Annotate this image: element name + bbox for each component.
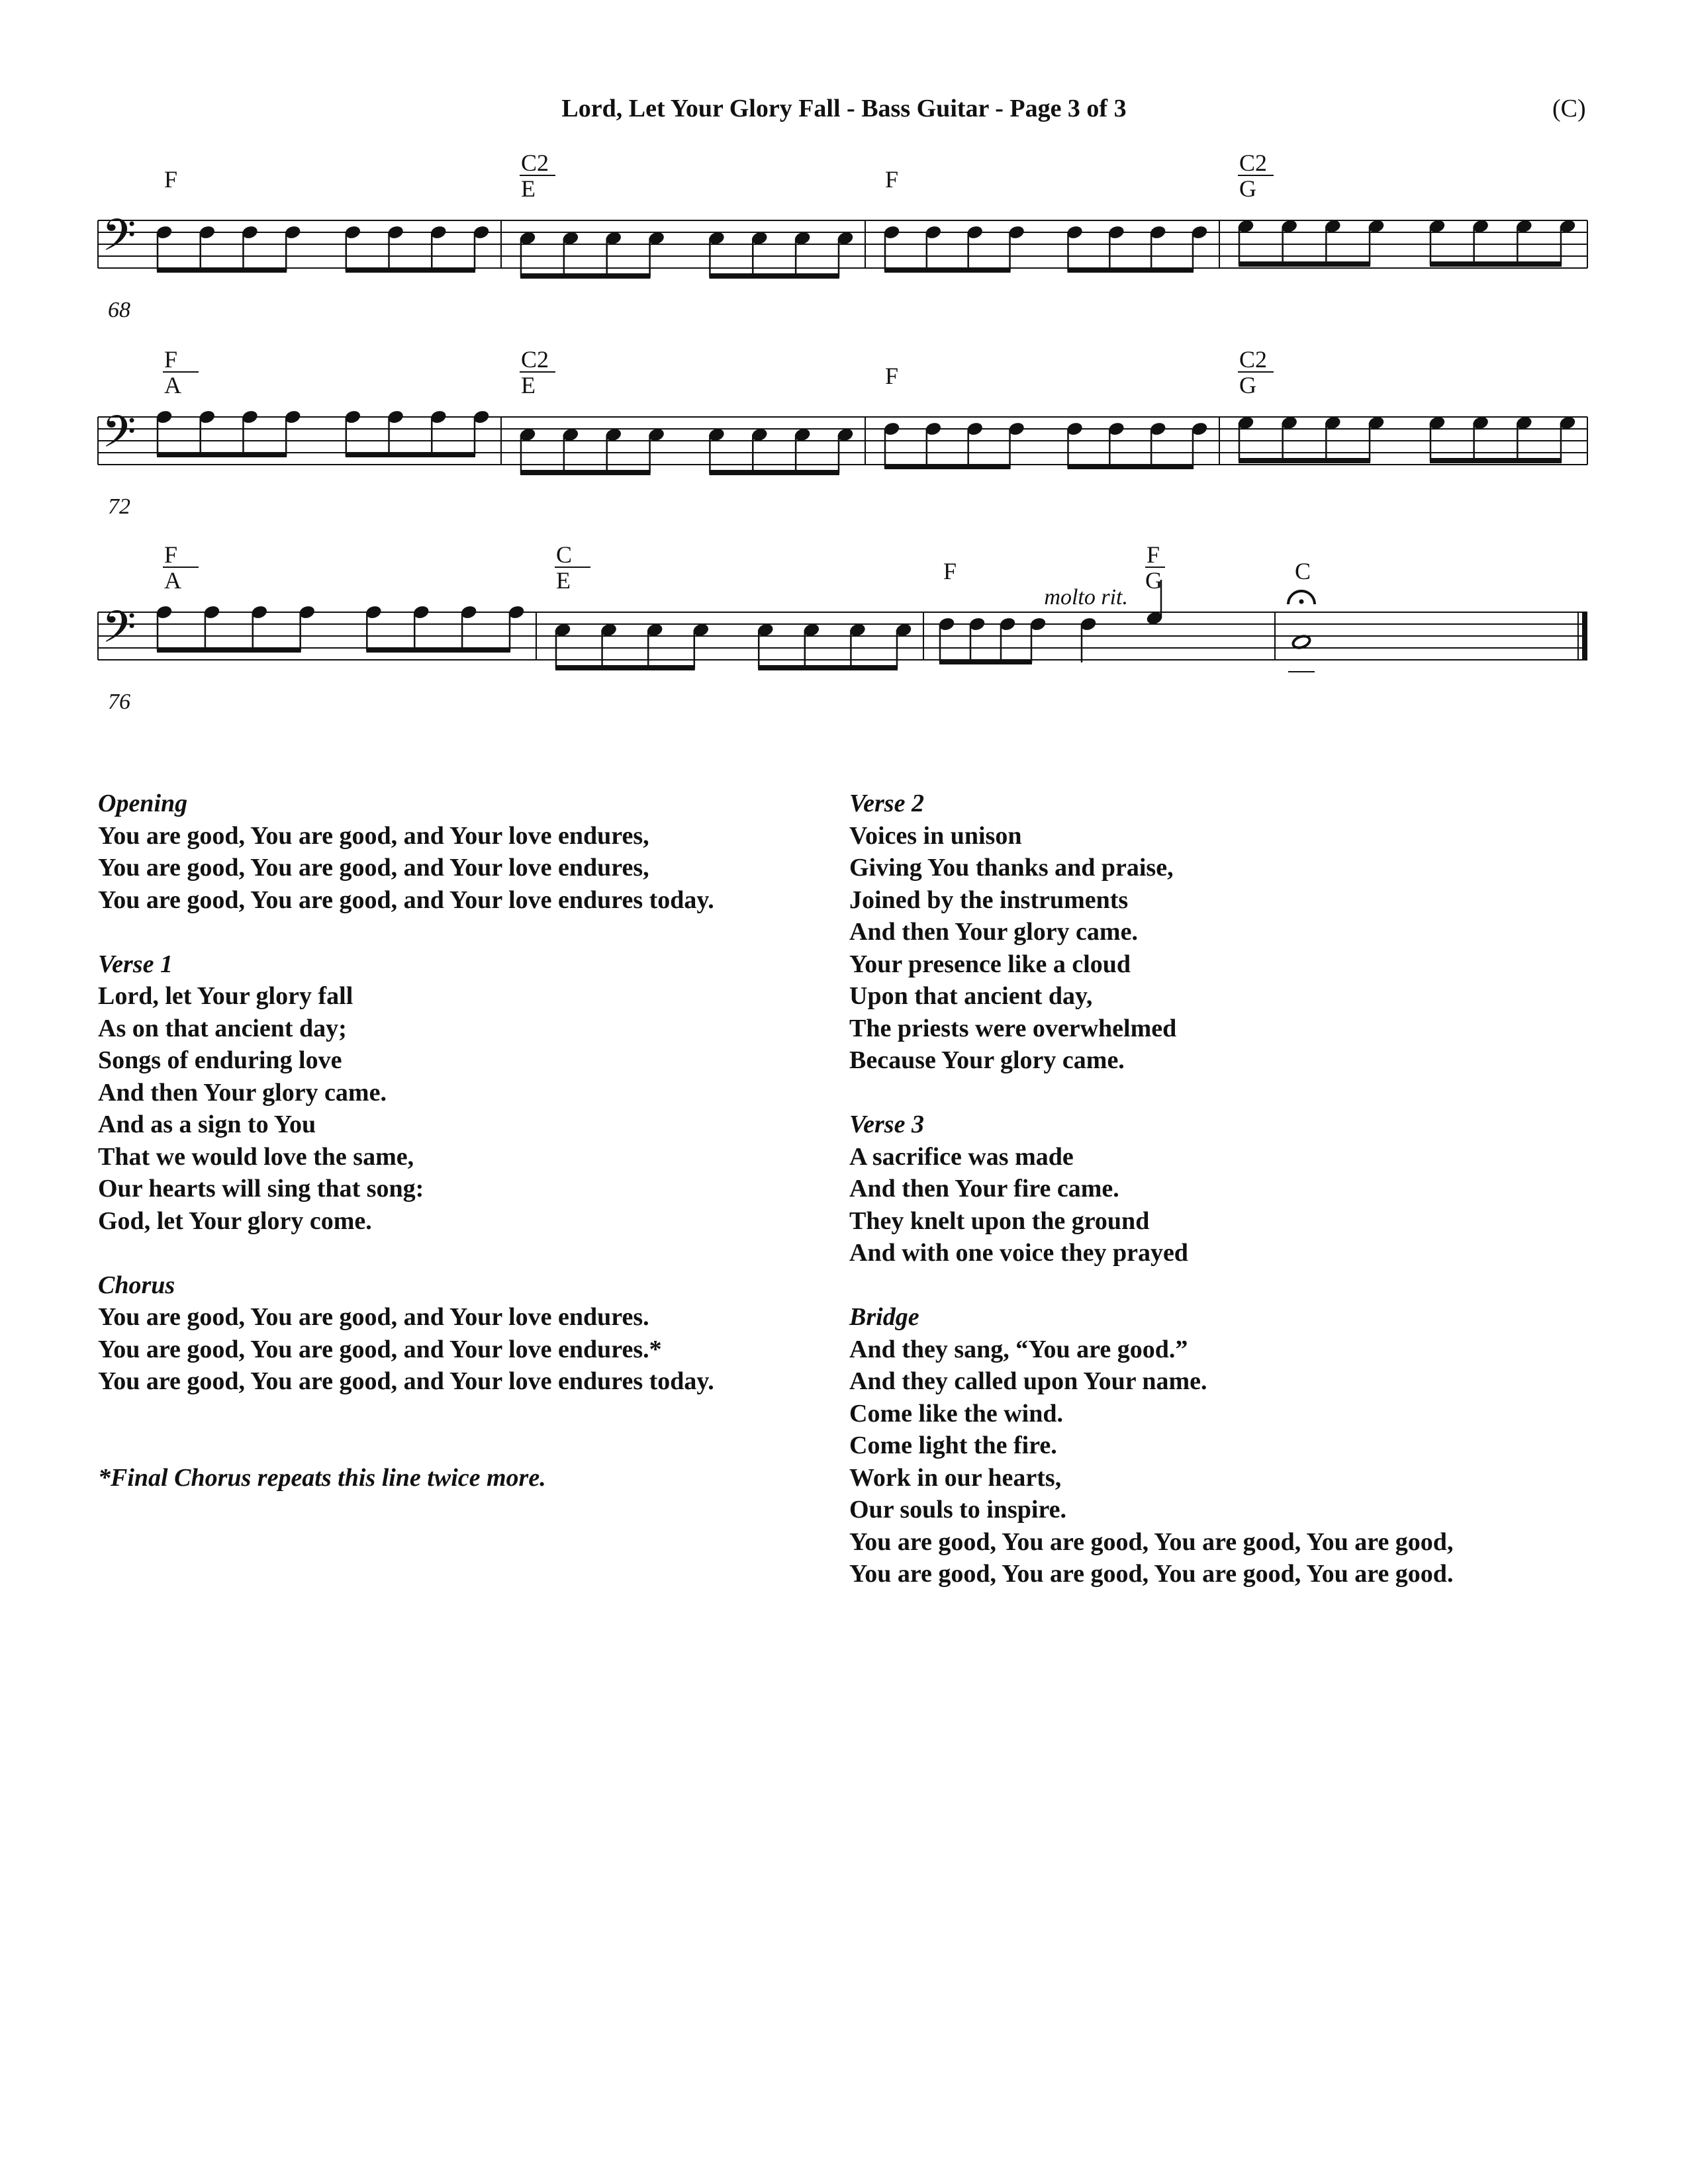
bass-clef: 𝄢 <box>102 604 136 662</box>
lyrics-section <box>98 948 714 1238</box>
beam <box>1430 458 1562 463</box>
lyric-line: And they called upon Your name. <box>849 1367 1207 1395</box>
lyric-line: That we would love the same, <box>98 1142 414 1171</box>
measure-number: 68 <box>108 298 130 322</box>
tempo-marking: molto rit. <box>1044 585 1128 610</box>
lyric-line: Lord, let Your glory fall <box>98 982 353 1010</box>
chord-bass-note: G <box>1239 372 1256 398</box>
lyrics-left-column <box>98 788 714 1494</box>
chord-bass-note: E <box>521 175 536 202</box>
lyrics-section <box>98 788 714 916</box>
section-heading: Verse 1 <box>98 950 173 978</box>
lyric-line: Because Your glory came. <box>849 1046 1125 1074</box>
chord-bass-note: E <box>521 372 536 398</box>
measure-number: 72 <box>108 494 130 519</box>
fermata-dot <box>1299 600 1304 604</box>
lyric-line: You are good, You are good, and Your love endures.* <box>98 1335 662 1363</box>
lyric-line: God, let Your glory come. <box>98 1206 372 1235</box>
lyric-line: The priests were overwhelmed <box>849 1014 1177 1042</box>
beam <box>1067 464 1194 469</box>
lyric-line: Upon that ancient day, <box>849 982 1093 1010</box>
beam <box>346 452 475 457</box>
chord-symbol: F <box>164 346 178 373</box>
lyric-line: Come like the wind. <box>849 1399 1063 1428</box>
footnote: *Final Chorus repeats this line twice more. <box>98 1463 546 1492</box>
lyric-line: Voices in unison <box>849 821 1022 850</box>
beam <box>520 273 651 279</box>
beam <box>1239 458 1370 463</box>
chord-symbol: C <box>1295 558 1311 584</box>
chord-symbol: F <box>885 166 899 193</box>
chord-symbol: C2 <box>521 150 549 176</box>
beam <box>1239 261 1370 267</box>
chord-bass-note: E <box>556 567 571 594</box>
final-barline-thick <box>1582 612 1587 660</box>
chord-symbol: C2 <box>1239 150 1268 176</box>
beam <box>157 267 287 273</box>
beam <box>884 267 1011 273</box>
lyric-line: As on that ancient day; <box>98 1014 347 1042</box>
bass-score <box>0 0 1688 761</box>
lyric-line: Come light the fire. <box>849 1432 1057 1459</box>
beam <box>758 665 898 670</box>
lyric-line: You are good, You are good, and Your love endures, <box>98 821 649 850</box>
lyric-line: They knelt upon the ground <box>849 1206 1150 1235</box>
lyric-line: You are good, You are good, You are good, You are good, <box>849 1527 1454 1556</box>
lyric-line: And they sang, “You are good.” <box>849 1335 1188 1363</box>
lyric-line: Our souls to inspire. <box>849 1496 1067 1524</box>
lyrics-right-column <box>849 788 1453 1622</box>
beam <box>939 659 1032 664</box>
lyric-line: You are good, You are good, and Your love endures today. <box>98 886 714 914</box>
beam <box>1067 267 1194 273</box>
lyric-line: And then Your glory came. <box>98 1078 387 1107</box>
beam <box>346 267 475 273</box>
chord-symbol: F <box>164 166 178 193</box>
beam <box>157 647 301 653</box>
chord-symbol: C <box>556 541 573 568</box>
lyric-line: Our hearts will sing that song: <box>98 1175 424 1203</box>
beam <box>520 470 651 475</box>
page-title: Lord, Let Your Glory Fall - Bass Guitar - Page 3 of 3 <box>561 95 1127 122</box>
lyric-line: You are good, You are good, and Your love endures today. <box>98 1367 714 1395</box>
beam <box>709 273 839 279</box>
lyrics-section <box>98 1269 714 1398</box>
lyric-line: And with one voice they prayed <box>849 1239 1188 1267</box>
chord-symbol: F <box>885 363 899 389</box>
section-heading: Chorus <box>98 1271 175 1299</box>
beam <box>709 470 839 475</box>
lyric-line: Joined by the instruments <box>849 886 1129 914</box>
beam <box>157 452 287 457</box>
lyrics-section <box>849 1301 1453 1590</box>
chord-bass-note: A <box>164 372 181 398</box>
lyric-line: And then Your fire came. <box>849 1175 1119 1203</box>
beam <box>555 665 695 670</box>
bass-clef: 𝄢 <box>102 212 136 271</box>
lyric-line: And as a sign to You <box>98 1111 316 1138</box>
section-heading: Verse 2 <box>849 790 924 817</box>
beam <box>1430 261 1562 267</box>
lyric-line: Songs of enduring love <box>98 1046 342 1074</box>
section-heading: Bridge <box>849 1303 919 1331</box>
beam <box>884 464 1011 469</box>
chord-bass-note: G <box>1239 175 1256 202</box>
section-heading: Verse 3 <box>849 1111 924 1138</box>
lyric-line: Work in our hearts, <box>849 1463 1062 1492</box>
lyric-line: And then Your glory came. <box>849 918 1138 946</box>
lyrics-section <box>849 788 1453 1077</box>
section-heading: Opening <box>98 790 188 817</box>
lyric-line: A sacrifice was made <box>849 1142 1074 1171</box>
chord-bass-note: A <box>164 567 181 594</box>
chord-symbol: F <box>164 541 178 568</box>
lyric-line: Giving You thanks and praise, <box>849 854 1174 882</box>
chord-symbol: C2 <box>521 346 549 373</box>
bass-clef: 𝄢 <box>102 409 136 467</box>
measure-number: 76 <box>108 690 130 714</box>
beam <box>366 647 510 653</box>
lyric-line: You are good, You are good, and Your love endures. <box>98 1303 649 1331</box>
lyric-line: You are good, You are good, You are good, You are good. <box>849 1560 1454 1588</box>
chord-symbol: F <box>943 558 957 584</box>
chord-bass-note: G <box>1145 567 1162 594</box>
chord-symbol: C2 <box>1239 346 1268 373</box>
lyrics-section <box>849 1109 1453 1269</box>
lyric-line: You are good, You are good, and Your love endures, <box>98 854 649 882</box>
chord-symbol: F <box>1147 541 1160 568</box>
key-indicator: (C) <box>1552 95 1586 122</box>
lyric-line: Your presence like a cloud <box>849 950 1131 978</box>
